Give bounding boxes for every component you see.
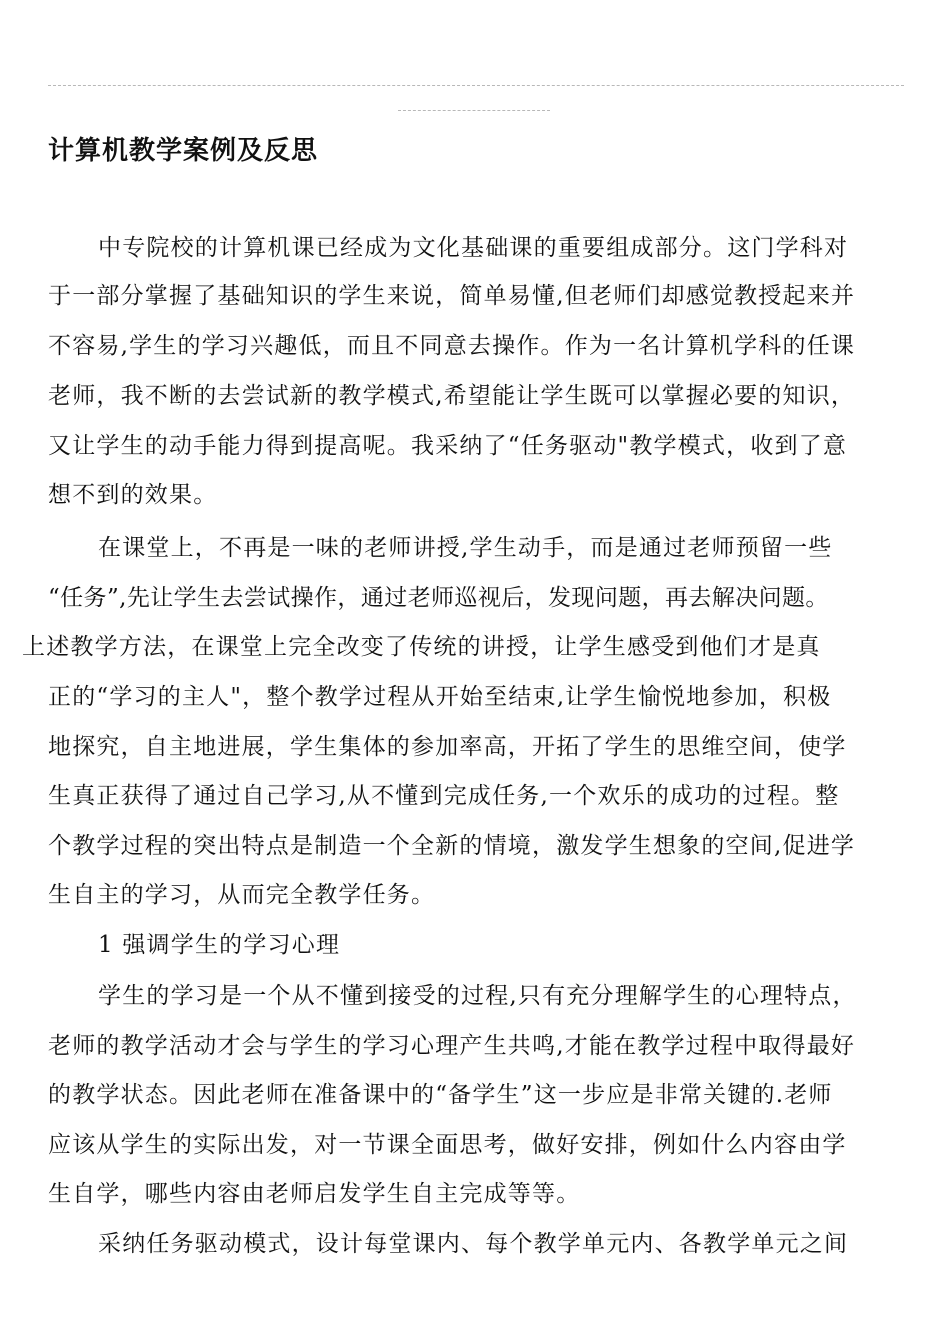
header-short-divider (398, 110, 550, 111)
paragraph-line: 又让学生的动手能力得到提高呢。我采纳了“任务驱动"教学模式，收到了意 (48, 433, 848, 459)
paragraph-line: 生自学，哪些内容由老师启发学生自主完成等等。 (48, 1181, 581, 1207)
paragraph-line: 老师的教学活动才会与学生的学习心理产生共鸣,才能在教学过程中取得最好 (48, 1033, 856, 1059)
section-heading: 1 强调学生的学习心理 (98, 932, 341, 958)
paragraph-line: 中专院校的计算机课已经成为文化基础课的重要组成部分。这门学科对 (98, 235, 849, 261)
paragraph-line: 地探究，自主地进展，学生集体的参加率高，开拓了学生的思维空间，使学 (48, 734, 847, 760)
paragraph-line: 于一部分掌握了基础知识的学生来说，简单易懂,但老师们却感觉教授起来并 (48, 283, 856, 309)
paragraph-line: 在课堂上，不再是一味的老师讲授,学生动手，而是通过老师预留一些 (98, 535, 833, 561)
paragraph-line: “任务”,先让学生去尝试操作，通过老师巡视后，发现问题，再去解决问题。 (48, 585, 829, 611)
paragraph-line: 不容易,学生的学习兴趣低，而且不同意去操作。作为一名计算机学科的任课 (48, 333, 856, 359)
paragraph-line: 上述教学方法，在课堂上完全改变了传统的讲授，让学生感受到他们才是真 (22, 634, 821, 660)
document-title: 计算机教学案例及反思 (48, 136, 319, 166)
paragraph-line: 想不到的效果。 (48, 482, 218, 508)
paragraph-line: 应该从学生的实际出发，对一节课全面思考，做好安排，例如什么内容由学 (48, 1132, 847, 1158)
paragraph-line: 的教学状态。因此老师在准备课中的“备学生”这一步应是非常关键的.老师 (48, 1082, 833, 1108)
header-divider (48, 85, 904, 86)
paragraph-line: 学生的学习是一个从不懂到接受的过程,只有充分理解学生的心理特点， (98, 983, 857, 1009)
paragraph-line: 生自主的学习，从而完全教学任务。 (48, 882, 436, 908)
paragraph-line: 采纳任务驱动模式，设计每堂课内、每个教学单元内、各教学单元之间 (98, 1231, 849, 1257)
paragraph-line: 个教学过程的突出特点是制造一个全新的情境，激发学生想象的空间,促进学 (48, 833, 856, 859)
paragraph-line: 正的“学习的主人"，整个教学过程从开始至结束,让学生愉悦地参加，积极 (48, 684, 832, 710)
paragraph-line: 老师，我不断的去尝试新的教学模式,希望能让学生既可以掌握必要的知识， (48, 383, 856, 409)
paragraph-line: 生真正获得了通过自己学习,从不懂到完成任务,一个欢乐的成功的过程。整 (48, 783, 840, 809)
